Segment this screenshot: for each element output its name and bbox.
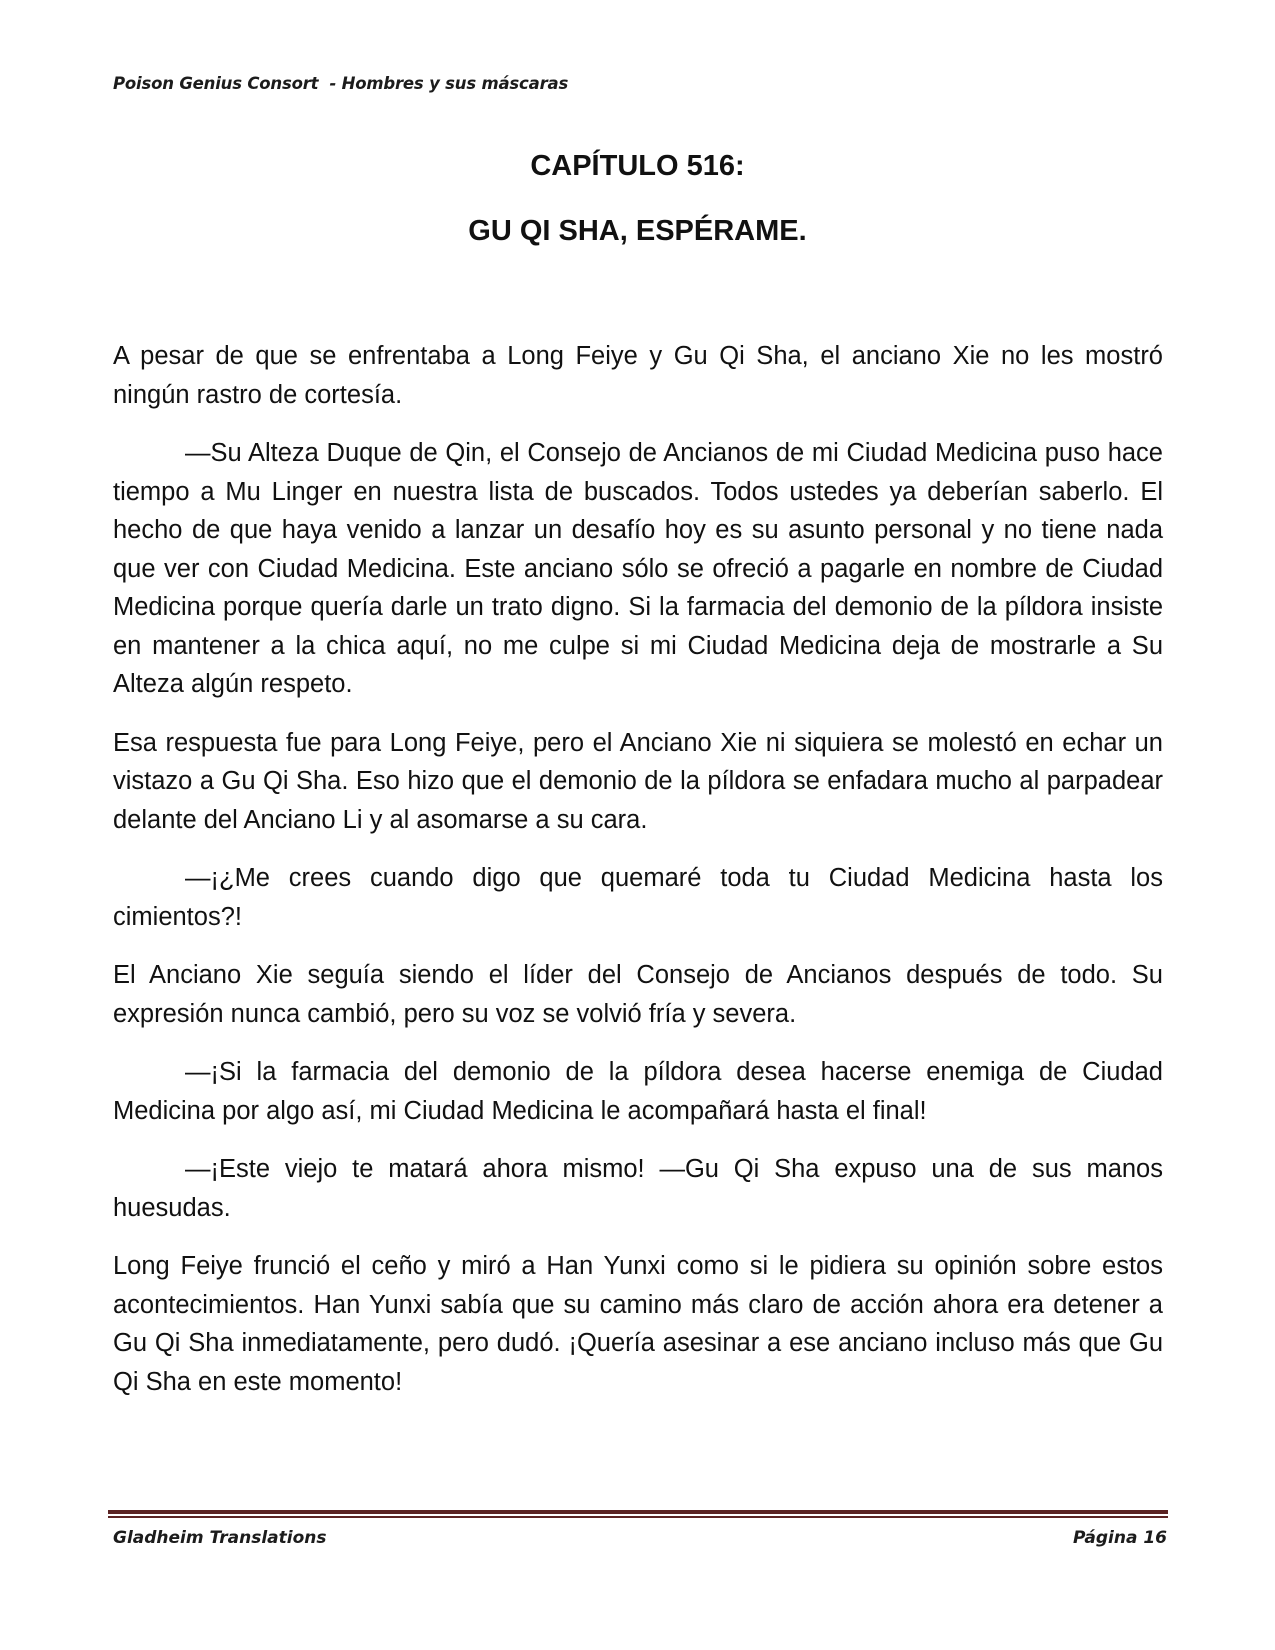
page-number: Página 16 <box>1073 1528 1167 1548</box>
running-header: Poison Genius Consort - Hombres y sus máscaras <box>113 74 569 93</box>
footer-divider-thin <box>108 1516 1168 1518</box>
paragraph: Esa respuesta fue para Long Feiye, pero el Anciano Xie ni siquiera se molestó en echar un vistazo a Gu Qi Sha. Eso hizo que el demonio de la píldora se enfadara mucho al parpadear delante del Anciano Li y al asomarse a su cara. <box>113 728 1163 834</box>
paragraph-dialogue: —Su Alteza Duque de Qin, el Consejo de Ancianos de mi Ciudad Medicina puso hace tiempo a Mu Linger en nuestra lista de buscados. Todos ustedes ya deberían saberlo. El hecho de que haya venido a lanzar un desafío hoy es su asunto personal y no tiene nada que ver con Ciudad Medicina. Este anciano sólo se ofreció a pagarle en nombre de Ciudad Medicina porque quería darle un trato digno. Si la farmacia del demonio de la píldora insiste en mantener a la chica aquí, no me culpe si mi Ciudad Medicina deja de mostrarle a Su Alteza algún respeto. <box>113 439 1163 698</box>
paragraph: A pesar de que se enfrentaba a Long Feiye y Gu Qi Sha, el anciano Xie no les mostró ningún rastro de cortesía. <box>113 342 1163 409</box>
paragraph-dialogue: —¡¿Me crees cuando digo que quemaré toda tu Ciudad Medicina hasta los cimientos?! <box>113 864 1163 931</box>
footer-publisher: Gladheim Translations <box>113 1528 327 1548</box>
paragraph: Long Feiye frunció el ceño y miró a Han Yunxi como si le pidiera su opinión sobre estos acontecimientos. Han Yunxi sabía que su camino más claro de acción ahora era detener a Gu Qi Sha inmediatamente, pero dudó. ¡Quería asesinar a ese anciano incluso más que Gu Qi Sha en este momento! <box>113 1252 1163 1396</box>
chapter-number: CAPÍTULO 516: <box>530 150 745 182</box>
chapter-body <box>113 337 1163 1421</box>
paragraph-dialogue: —¡Este viejo te matará ahora mismo! —Gu Qi Sha expuso una de sus manos huesudas. <box>113 1155 1163 1222</box>
chapter-title: GU QI SHA, ESPÉRAME. <box>468 215 807 247</box>
footer-divider <box>108 1510 1168 1518</box>
paragraph-dialogue: —¡Si la farmacia del demonio de la píldora desea hacerse enemiga de Ciudad Medicina por algo así, mi Ciudad Medicina le acompañará hasta el final! <box>113 1058 1163 1125</box>
paragraph: El Anciano Xie seguía siendo el líder del Consejo de Ancianos después de todo. Su expresión nunca cambió, pero su voz se volvió fría y severa. <box>113 961 1163 1028</box>
footer-divider-thick <box>108 1510 1168 1514</box>
